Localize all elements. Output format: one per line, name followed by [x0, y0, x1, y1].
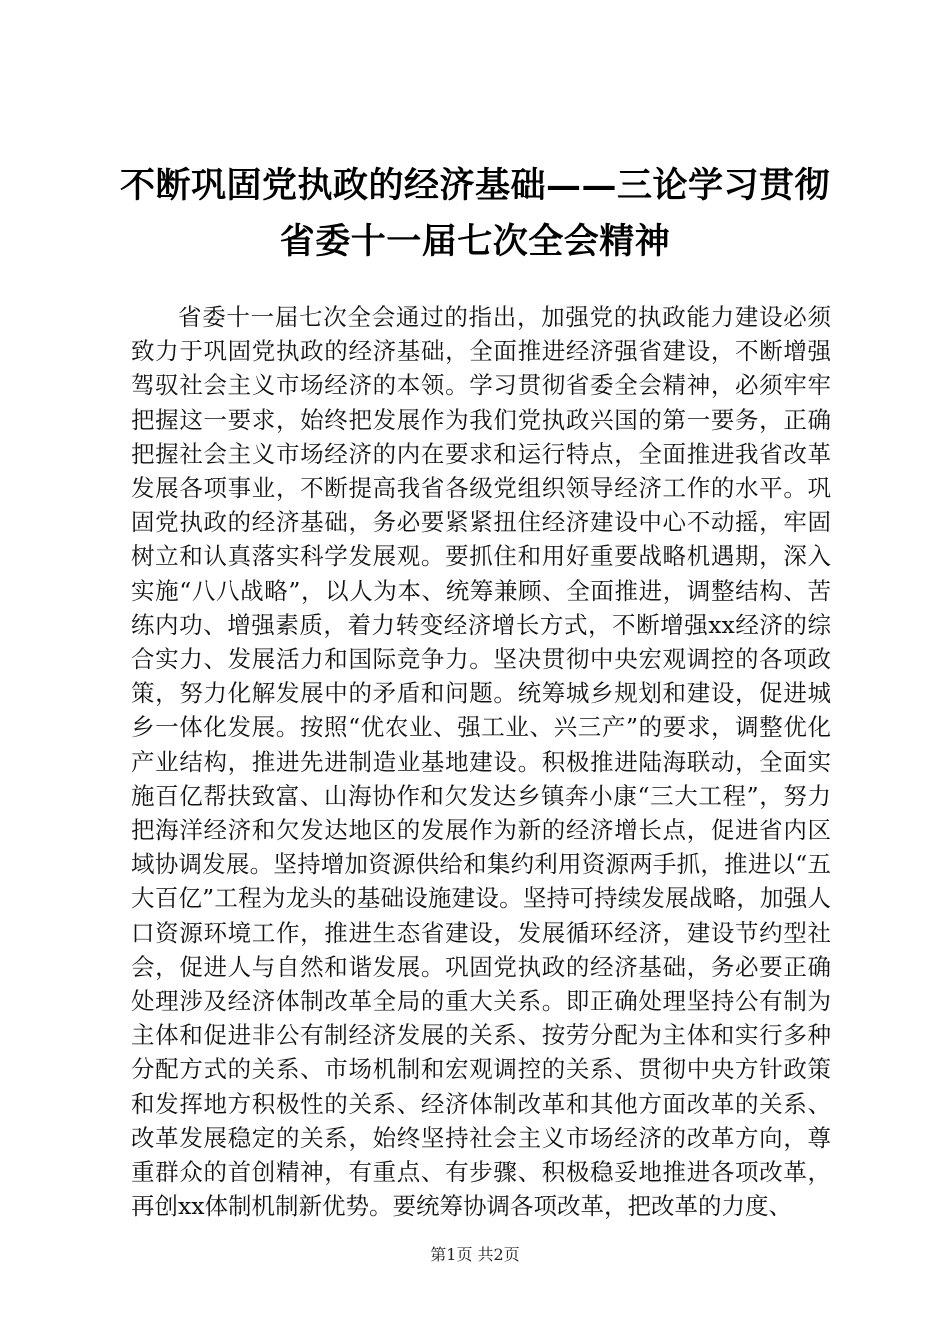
page-footer: 第1页 共2页 — [430, 1245, 520, 1264]
title-line-2: 省委十一届七次全会精神 — [279, 221, 671, 262]
document-title — [100, 158, 850, 270]
title-line-1: 不断巩固党执政的经济基础——三论学习贯彻 — [119, 165, 830, 206]
body-paragraph: 省委十一届七次全会通过的指出，加强党的执政能力建设必须致力于巩固党执政的经济基础，全面推进经济强省建设，不断增强驾驭社会主义市场经济的本领。学习贯彻省委全会精神，必须牢牢把握这一要求，始终把发展作为我们党执政兴国的第一要务，正确把握社会主义市场经济的内在要求和运行特点，全面推进我省改革发展各项事业，不断提高我省各级党组织领导经济工作的水平。巩固党执政的经济基础，务必要紧紧扭住经济建设中心不动摇，牢固树立和认真落实科学发展观。要抓住和用好重要战略机遇期，深入实施“八八战略”，以人为本、统筹兼顾、全面推进，调整结构、苦练内功、增强素质，着力转变经济增长方式，不断增强xx经济的综合实力、发展活力和国际竞争力。坚决贯彻中央宏观调控的各项政策，努力化解发展中的矛盾和问题。统筹城乡规划和建设，促进城乡一体化发展。按照“优农业、强工业、兴三产”的要求，调整优化产业结构，推进先进制造业基地建设。积极推进陆海联动，全面实施百亿帮扶致富、山海协作和欠发达乡镇奔小康“三大工程”，努力把海洋经济和欠发达地区的发展作为新的经济增长点，促进省内区域协调发展。坚持增加资源供给和集约利用资源两手抓，推进以“五大百亿”工程为龙头的基础设施建设。坚持可持续发展战略，加强人口资源环境工作，推进生态省建设，发展循环经济，建设节约型社会，促进人与自然和谐发展。巩固党执政的经济基础，务必要正确处理涉及经济体制改革全局的重大关系。即正确处理坚持公有制为主体和促进非公有制经济发展的关系、按劳分配为主体和实行多种分配方式的关系、市场机制和宏观调控的关系、贯彻中央方针政策和发挥地方积极性的关系、经济体制改革和其他方面改革的关系、改革发展稳定的关系，始终坚持社会主义市场经济的改革方向，尊重群众的首创精神，有重点、有步骤、积极稳妥地推进各项改革，再创xx体制机制新优势。要统筹协调各项改革，把改革的力度、 — [131, 303, 831, 1221]
